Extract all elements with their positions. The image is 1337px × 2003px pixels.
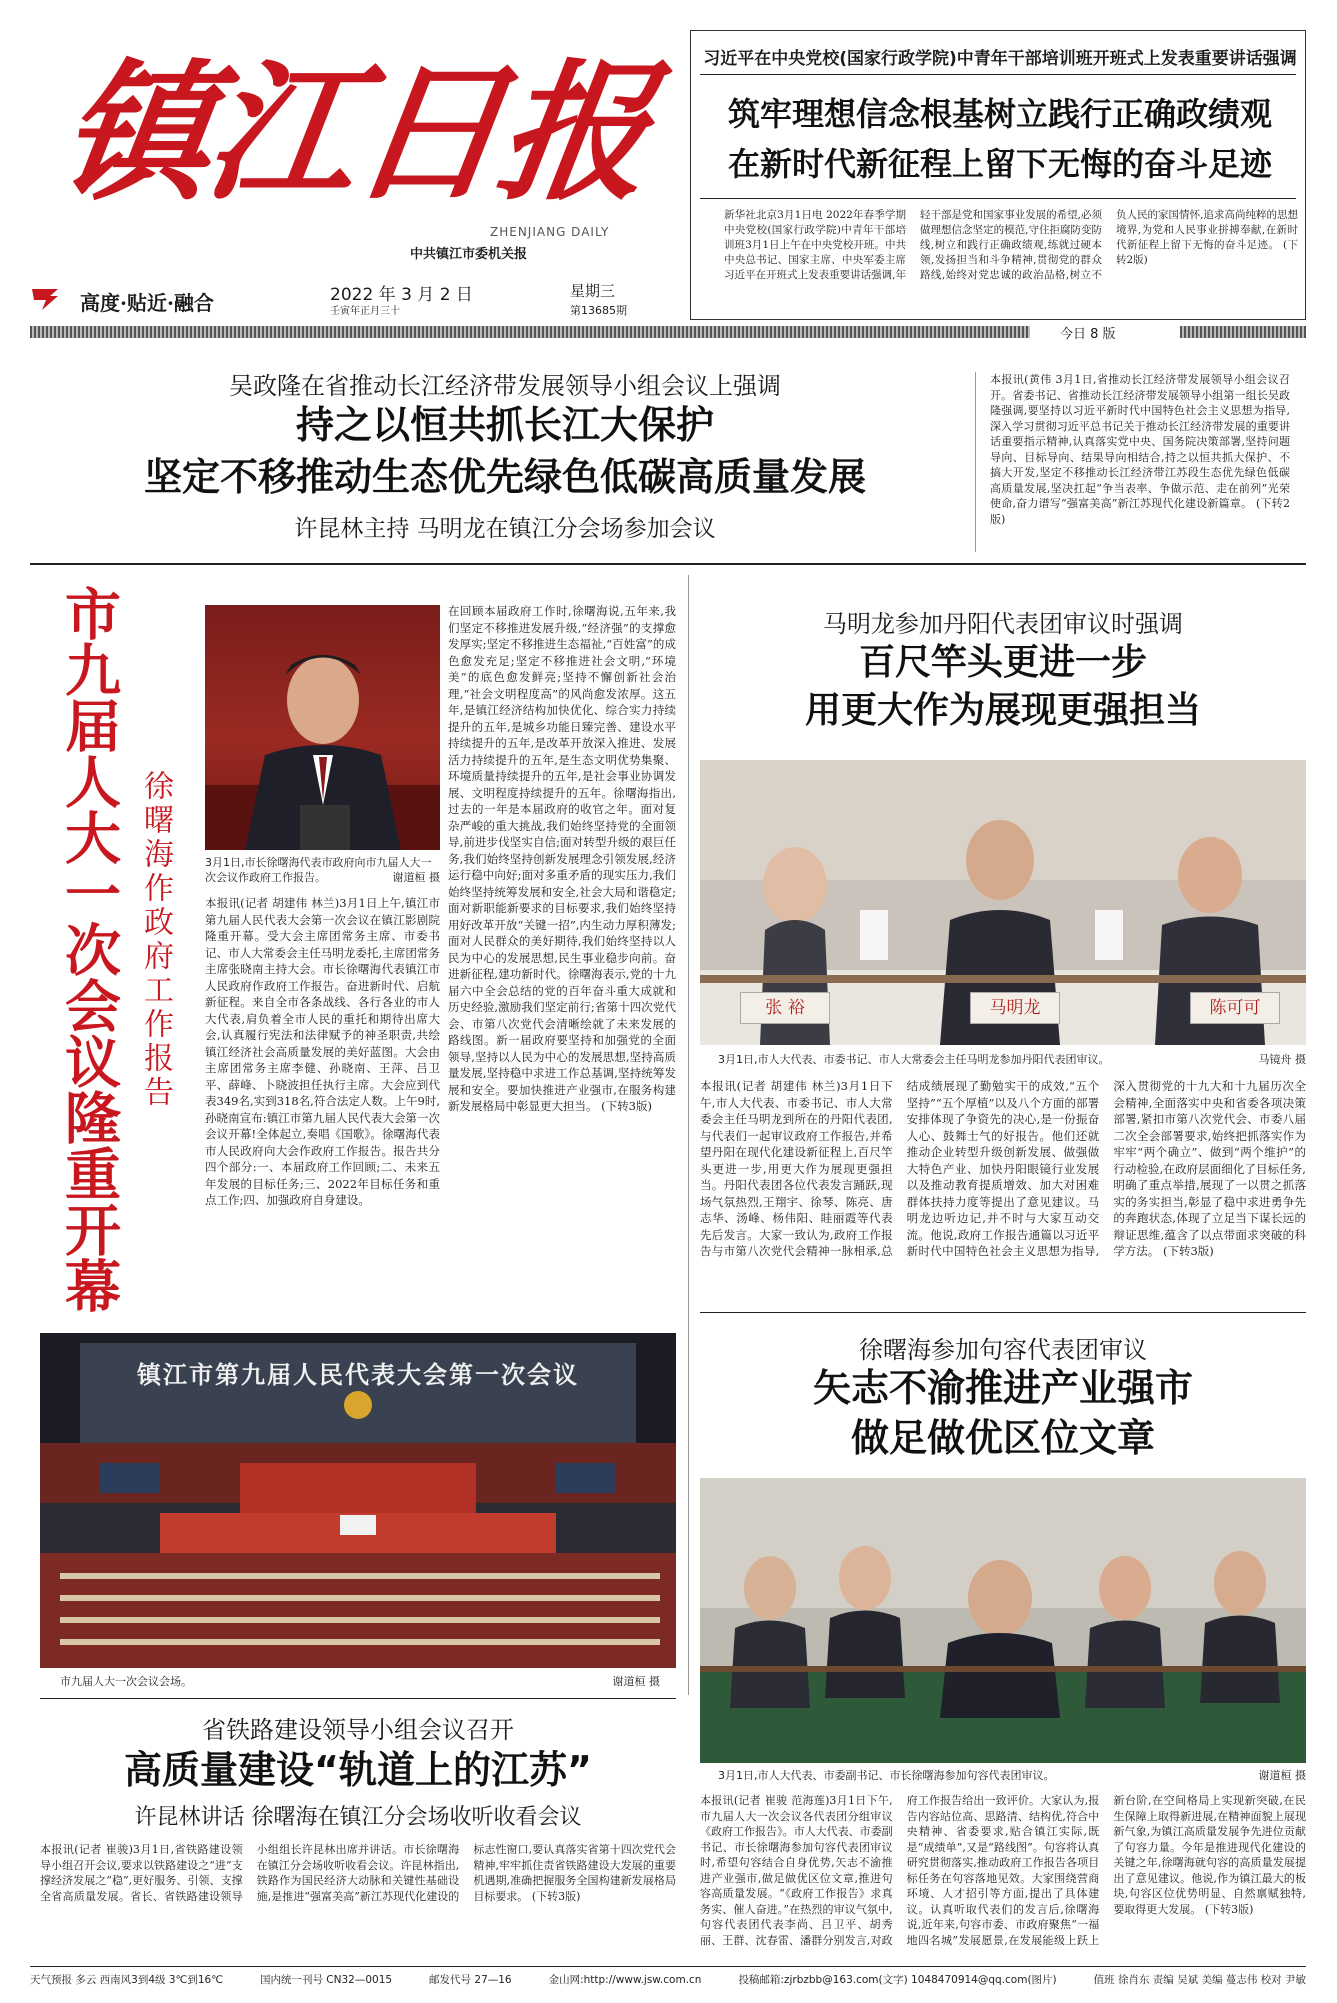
header-band — [30, 326, 1030, 338]
story2-headline-1: 持之以恒共抓长江大保护 — [295, 403, 714, 447]
publisher-line: 中共镇江市委机关报 — [410, 247, 528, 262]
header-band-right — [1180, 326, 1306, 338]
nameplate-1: 张 裕 — [740, 992, 830, 1024]
top-story-body — [724, 208, 1298, 308]
footer-cn: 国内统一刊号 CN32—0015 — [259, 1974, 393, 1986]
venue-photo-credit: 谢道桓 摄 — [612, 1675, 660, 1688]
issue-number: 第13685期 — [570, 304, 627, 317]
slogan-icon — [30, 283, 60, 313]
story2-vrule — [975, 372, 976, 552]
story5-body — [700, 1793, 1306, 1958]
story5-kicker: 徐曙海参加句容代表团审议 — [859, 1336, 1147, 1364]
footer — [30, 1972, 1306, 1992]
footer-postal: 邮发代号 27—16 — [429, 1974, 512, 1986]
story2-kicker: 吴政隆在省推动长江经济带发展领导小组会议上强调 — [229, 372, 781, 400]
nameplate-3: 陈可可 — [1190, 992, 1280, 1024]
top-story-text: 新华社北京3月1日电 2022年春季学期中央党校(国家行政学院)中青年干部培训班3月1日上午在中央党校开班。中共中央总书记、国家主席、中央军委主席习近平在开班式上发表重要讲话强调,年轻干部是党和国家事业发展的希望,必须做理想信念坚定的模范,守住拒腐防变防线,树立和践行正确政绩观,练就过硬本领,发扬担当和斗争精神,贯彻党的群众路线,始终对党忠诚的政治品格,树立不负人民的家国情怀,追求高尚纯粹的思想境界,为党和人民事业拼搏奉献,在新时代新征程上留下无悔的奋斗足迹。 — [724, 209, 1298, 281]
story5-text: 本报讯(记者 崔骏 范海莲)3月1日下午,市九届人大一次会议各代表团分组审议《政府工作报告》。市人大代表、市委副书记、市长徐曙海参加句容代表团审议时,希望句容结合自身优势,矢志不渝推进产业强市,做足做优区位文章,推进句容高质量发展。“《政府工作报告》求真务实、催人奋进。”在热烈的审议气氛中,句容代表团代表李尚、吕卫平、胡秀丽、王群、沈春雷、潘群分别发言,对政府工作报告给出一致评价。大家认为,报告内容站位高、思路清、结构优,符合中央精神、省委要求,贴合镇江实际,既是“成绩单”,又是“路线图”。句容将认真研究贯彻落实,推动政府工作报告各项目标任务在句容落地见效。大家围绕营商环境、人才招引等方面,提出了具体建议。认真听取代表们的发言后,徐曙海说,近年来,句容市委、市政府聚焦“一福地四名城”发展愿景,在发展能级上跃上新台阶,在空间格局上实现新突破,在民生保障上取得新进展,在精神面貌上展现新气象,为镇江高质量发展争先进位贡献了句容力量。今年是推进现代化建设的关键之年,徐曙海就句容的高质量发展提出了意见建议。他说,作为镇江最大的板块,句容区位优势明显、自然禀赋独特,要取得更大发展。 — [700, 1794, 1306, 1947]
section-rule-3 — [40, 1698, 676, 1699]
footer-staff: 值班 徐肖东 责编 吴斌 美编 蔓志伟 校对 尹敏 — [1093, 1974, 1306, 1986]
venue-banner: 镇江市第九届人民代表大会第一次会议 — [137, 1361, 579, 1389]
jurong-photo-credit: 谢道桓 摄 — [1258, 1769, 1306, 1782]
story6-subhead: 许昆林讲话 徐曙海在镇江分会场收听收看会议 — [134, 1805, 582, 1830]
section-rule-2 — [700, 1312, 1306, 1313]
story2-jump[interactable]: (下转2版) — [990, 497, 1290, 526]
story4-jump[interactable]: (下转3版) — [1162, 1244, 1214, 1258]
mayor-photo — [205, 605, 440, 850]
section-rule-1 — [30, 563, 1306, 565]
lunar-date: 壬寅年正月三十 — [330, 306, 400, 317]
story4-text: 本报讯(记者 胡建伟 林兰)3月1日下午,市人大代表、市委书记、市人大常委会主任马明龙到所在的丹阳代表团,与代表们一起审议政府工作报告,并希望丹阳在现代化建设新征程上,百尺竿头更进一步,用更大作为展现更强担当。丹阳代表团各位代表发言踊跃,现场气氛热烈,王翔宇、徐琴、陈亮、唐志华、汤峰、杨伟阳、眭丽霞等代表先后发言。大家一致认为,政府工作报告与市第八次党代会精神一脉相承,总结成绩展现了勤勉实干的成效,“五个坚持”“五个厚植”以及八个方面的部署安排体现了争资先的决心,是一份振奋人心、鼓舞士气的好报告。他们还就推动企业转型升级创新发展、做强做大特色产业、加快丹阳眼镜行业发展以及推动教育提质增效、加大对困难群体扶持力度等提出了意见建议。马明龙边听边记,并不时与大家互动交流。他说,政府工作报告通篇以习近平新时代中国特色社会主义思想为指导,深入贯彻党的十九大和十九届历次全会精神,全面落实中央和省委各项决策部署,紧扣市第八次党代会、市委八届二次全会部署要求,始终把抓落实作为牢牢“两个确立”、做到“两个维护”的行动检验,在政府层面细化了目标任务,明确了重点举措,展现了一以贯之抓落实的务实担当,彰显了稳中求进勇争先的奔跑状态,体现了立足当下谋长远的辩证思维,蕴含了以点带面求突破的科学方法。 — [700, 1079, 1306, 1258]
slogan: 高度·贴近·融合 — [80, 291, 214, 315]
top-story-headline-1: 筑牢理想信念根基树立践行正确政绩观 — [727, 95, 1272, 133]
issue-date: 2022 年 3 月 2 日 — [330, 285, 473, 305]
story4-headline-2: 用更大作为展现更强担当 — [804, 690, 1201, 731]
top-story-jump[interactable]: (下转2版) — [1116, 239, 1298, 266]
story3-jump[interactable]: (下转3版) — [601, 1099, 652, 1113]
column-rule-center — [688, 575, 689, 1695]
newspaper-logo: 镇江日报 — [49, 45, 659, 221]
story6-text: 本报讯(记者 崔骏)3月1日,省铁路建设领导小组召开会议,要求以铁路建设之“进”支撑经济发展之“稳”,更好服务、引领、支撑全省高质量发展。省长、省铁路建设领导小组组长许昆林出席并讲话。市长徐曙海在镇江分会场收听收看会议。许昆林指出,铁路作为国民经济大动脉和关键性基础设施,是推进“强富美高”新江苏现代化建设的标志性窗口,要认真落实省第十四次党代会精神,牢牢抓住责省铁路建设大发展的重要机遇期,准确把握服务全国构建新发展格局目标要求。 — [40, 1843, 676, 1903]
footer-rule — [30, 1966, 1306, 1967]
story3-body-left: 本报讯(记者 胡建伟 林兰)3月1日上午,镇江市第九届人民代表大会第一次会议在镇江影剧院隆重开幕。受大会主席团常务主席、市委书记、市人大常委会主任马明龙委托,主席团常务主席张晓南主持大会。市长徐曙海代表镇江市人民政府作政府工作报告。奋进新时代、启航新征程。来自全市各条战线、各行各业的市人大代表,肩负着全市人民的重托和期待出席大会,认真履行宪法和法律赋予的神圣职责,共绘镇江经济社会高质量发展的美好蓝图。大会由主席团常务主席李健、孙晓南、王萍、吕卫平、薛峰、卜晓波担任执行主席。大会应到代表349名,实到318名,符合法定人数。上午9时,孙晓南宣布:镇江市第九届人民代表大会第一次会议开幕!全体起立,奏唱《国歌》。徐曙海代表市人民政府向大会作政府工作报告。报告共分四个部分:一、本届政府工作回顾;二、未来五年发展的目标任务;三、2022年目标任务和重点工作;四、加强政府自身建设。 — [205, 896, 440, 1207]
story2-body — [990, 372, 1290, 552]
story2-text: 本报讯(黄伟 3月1日,省推动长江经济带发展领导小组会议召开。省委书记、省推动长江经济带发展领导小组第一组长吴政隆强调,要坚持以习近平新时代中国特色社会主义思想为指导,深入学习贯彻习近平总书记关于推动长江经济带发展的重要讲话重要指示精神,认真落实党中央、国务院决策部署,坚持问题导向、目标导向、结果导向相结合,持之以恒共抓大保护、不搞大开发,坚定不移推动长江经济带江苏段生态优先绿色低碳高质量发展,坚决扛起“争当表率、争做示范、走在前列”光荣使命,奋力谱写“强富美高”新江苏现代化建设新篇章。 — [990, 373, 1290, 510]
story3-headline: 市九届人大一次会议隆重开幕 — [56, 585, 121, 1313]
danyang-photo-caption: 3月1日,市人大代表、市委书记、市人大常委会主任马明龙参加丹阳代表团审议。 马镜舟 摄 — [718, 1053, 1306, 1066]
story3-body-right — [448, 603, 676, 1323]
story2-headline-2: 坚定不移推动生态优先绿色低碳高质量发展 — [143, 455, 866, 499]
top-story-kicker: 习近平在中央党校(国家行政学院)中青年干部培训班开班式上发表重要讲话强调 — [703, 49, 1297, 69]
story5-headline-2: 做足做优区位文章 — [850, 1416, 1155, 1460]
story5-jump[interactable]: (下转3版) — [1204, 1902, 1254, 1916]
danyang-photo — [700, 760, 1306, 1045]
weekday: 星期三 — [570, 282, 616, 300]
footer-weather: 天气预报 多云 西南风3到4级 3℃到16℃ — [30, 1974, 223, 1986]
story3-text-right: 在回顾本届政府工作时,徐曙海说,五年来,我们坚定不移推进发展升级,“经济强”的支撑愈发厚实;坚定不移推进生态福祉,“百姓富”的成色愈发充足;坚定不移推进社会文明,“环境美”的底色愈发鲜亮;坚持不懈创新社会治理,“社会文明程度高”的风尚愈发浓厚。这五年,是镇江经济结构加快优化、综合实力持续提升的五年,是城乡功能日臻完善、建设水平持续提升的五年,是改革开放深入推进、发展活力持续提升的五年,是生态文明优势集聚、环境质量持续提升的五年,是社会事业协调发展、文明程度持续提升的五年。徐曙海指出,过去的一年是本届政府的收官之年。面对复杂严峻的重大挑战,我们始终坚持党的全面领导,前进步伐坚实自信;面对转型升级的艰巨任务,我们始终坚持创新发展理念引领发展,经济运行稳中向好;面对多重矛盾的现实压力,我们始终坚持统筹发展和安全,社会大局和谐稳定;面对新职能新要求的目标要求,我们始终坚持用好改革开放“关键一招”,内生动力厚积薄发;面对人民群众的美好期待,我们始终坚持以人民为中心的发展思想,民生事业稳步向前。奋进新征程,建功新时代。徐曙海表示,党的十九届六中全会总结的党的百年奋斗重大成就和历史经验,激励我们坚定前行;省第十四次党代会、市第八次党代会清晰绘就了未来发展的路线图。新一届政府要坚持和加强党的全面领导,坚持以人民为中心的发展思想,坚持高质量发展,坚持稳中求进工作总基调,坚持统筹发展和安全。要加快推进产业强市,在服务构建新发展格局中彰显更大担当。 — [448, 604, 676, 1113]
jurong-photo — [700, 1478, 1306, 1763]
english-name: ZHENJIANG DAILY — [490, 225, 610, 239]
story4-body — [700, 1078, 1306, 1303]
jurong-photo-caption: 3月1日,市人大代表、市委副书记、市长徐曙海参加句容代表团审议。 谢道桓 摄 — [718, 1769, 1306, 1782]
top-story-divider-2 — [700, 198, 1296, 199]
story3-subhead: 徐曙海作政府工作报告 — [138, 770, 173, 1110]
footer-website[interactable]: 金山网:http://www.jsw.com.cn — [548, 1974, 702, 1986]
nameplate-2: 马明龙 — [970, 992, 1060, 1024]
footer-email[interactable]: 投稿邮箱:zjrbzbb@163.com(文字) 1048470914@qq.com(图片) — [738, 1974, 1057, 1986]
mayor-photo-credit: 谢道桓 摄 — [392, 871, 440, 884]
story6-kicker: 省铁路建设领导小组会议召开 — [202, 1716, 514, 1744]
story4-headline-1: 百尺竿头更进一步 — [858, 642, 1147, 683]
venue-photo-caption: 市九届人大一次会议会场。 谢道桓 摄 — [60, 1675, 660, 1688]
top-story-headline-2: 在新时代新征程上留下无悔的奋斗足迹 — [727, 145, 1272, 183]
story5-headline-1: 矢志不渝推进产业强市 — [812, 1366, 1193, 1410]
story6-headline: 高质量建设“轨道上的江苏” — [124, 1748, 592, 1792]
top-story-divider — [700, 74, 1296, 75]
mayor-photo-caption: 3月1日,市长徐曙海代表市政府向市九届人大一次会议作政府工作报告。 谢道桓 摄 — [205, 856, 440, 884]
story2-subhead: 许昆林主持 马明龙在镇江分会场参加会议 — [294, 516, 716, 542]
story6-jump[interactable]: (下转3版) — [531, 1889, 581, 1903]
danyang-photo-credit: 马镜舟 摄 — [1258, 1053, 1306, 1066]
story6-body — [40, 1842, 676, 1958]
venue-photo — [40, 1333, 676, 1668]
page-count: 今日 8 版 — [1060, 327, 1116, 342]
story4-kicker: 马明龙参加丹阳代表团审议时强调 — [823, 610, 1183, 638]
